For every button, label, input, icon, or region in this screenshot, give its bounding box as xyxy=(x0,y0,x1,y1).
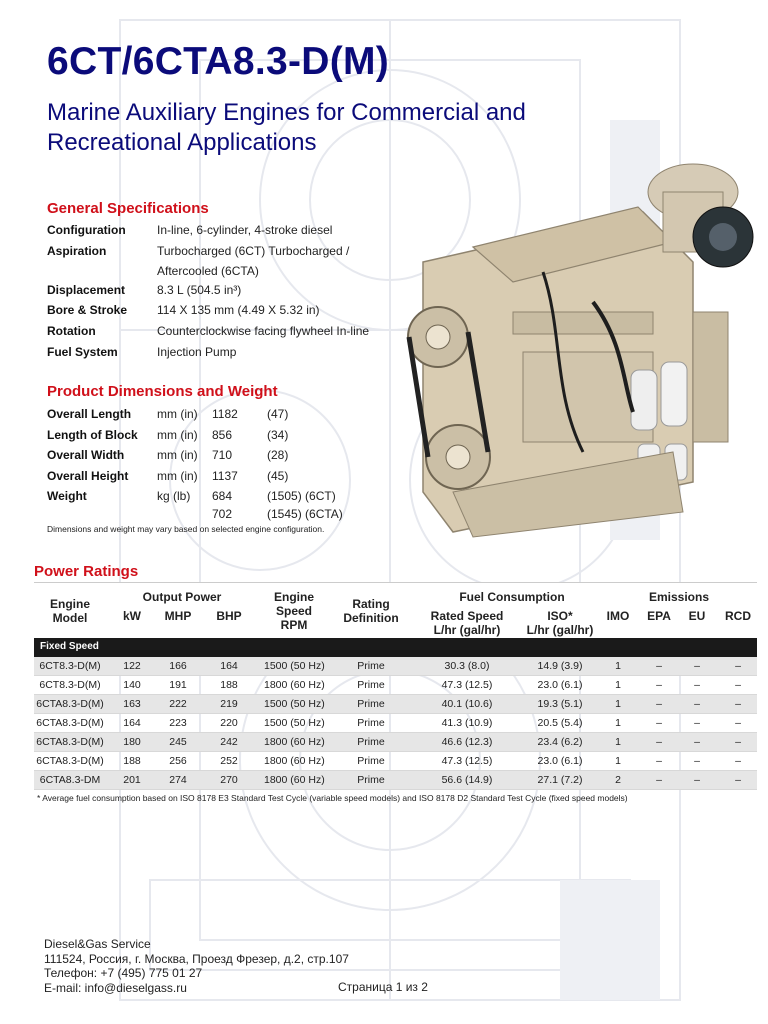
cell-rpm: 1500 (50 Hz) xyxy=(264,717,325,729)
cell-epa: – xyxy=(656,698,662,710)
fuel-footnote: * Average fuel consumption based on ISO 8178 E3 Standard Test Cycle (variable speed models) and ISO 8178 D2 Standard Test Cycle (fixed speed models) xyxy=(37,793,628,803)
spec-value: 8.3 L (504.5 in³) xyxy=(157,283,242,297)
cell-epa: – xyxy=(656,774,662,786)
cell-bhp: 220 xyxy=(220,717,238,729)
cell-def: Prime xyxy=(357,774,385,786)
dim-label: Overall Length xyxy=(47,407,132,421)
col-imo: IMO xyxy=(606,609,630,623)
cell-model: 6CT8.3-D(M) xyxy=(39,679,101,691)
cell-rpm: 1800 (60 Hz) xyxy=(264,755,325,767)
col-engine-speed: Engine Speed RPM xyxy=(273,590,314,632)
cell-model: 6CTA8.3-D(M) xyxy=(36,736,104,748)
cell-rcd: – xyxy=(735,717,741,729)
col-rating-definition: Rating Definition xyxy=(343,597,399,625)
cell-eu: – xyxy=(694,774,700,786)
cell-imo: 2 xyxy=(615,774,621,786)
footer-phone: Телефон: +7 (495) 775 01 27 xyxy=(44,966,203,980)
dim-value: 710 xyxy=(212,448,233,462)
cell-mhp: 274 xyxy=(169,774,187,786)
col-eu: EU xyxy=(688,609,706,623)
footer-address: 111524, Россия, г. Москва, Проезд Фрезер, д.2, стр.107 xyxy=(44,951,349,966)
footer-company: Diesel&Gas Service xyxy=(44,937,151,951)
dim-value: 1137 xyxy=(212,469,238,483)
dim-label: Weight xyxy=(47,489,87,503)
page-subtitle: Marine Auxiliary Engines for Commercial and Recreational Applications xyxy=(47,99,526,156)
footer-contact xyxy=(44,937,349,995)
col-mhp: MHP xyxy=(164,609,192,623)
table-row xyxy=(34,771,757,790)
power-ratings-table xyxy=(34,582,757,788)
fixed-speed-section: Fixed Speed xyxy=(34,638,757,657)
cell-rated: 30.3 (8.0) xyxy=(444,660,490,672)
cell-def: Prime xyxy=(357,736,385,748)
cell-epa: – xyxy=(656,755,662,767)
cell-iso: 23.0 (6.1) xyxy=(537,755,583,767)
cell-rcd: – xyxy=(735,736,741,748)
col-fuel-consumption: Fuel Consumption xyxy=(459,590,565,604)
spec-value: In-line, 6-cylinder, 4-stroke diesel xyxy=(157,223,333,237)
dim-unit: mm (in) xyxy=(157,407,198,421)
cell-kw: 163 xyxy=(123,698,141,710)
col-kw: kW xyxy=(123,609,141,623)
spec-label: Aspiration xyxy=(47,244,107,258)
page-number: Страница 1 из 2 xyxy=(338,980,428,994)
cell-imo: 1 xyxy=(615,698,621,710)
dim-unit: mm (in) xyxy=(157,428,198,442)
cell-def: Prime xyxy=(357,660,385,672)
cell-eu: – xyxy=(694,679,700,691)
dim-alt-value: (1505) (6CT) xyxy=(267,489,336,503)
col-rated-speed: Rated Speed xyxy=(430,609,504,623)
cell-iso: 14.9 (3.9) xyxy=(537,660,583,672)
col-epa: EPA xyxy=(647,609,671,623)
cell-eu: – xyxy=(694,698,700,710)
cell-rcd: – xyxy=(735,698,741,710)
cell-rated: 46.6 (12.3) xyxy=(441,736,493,748)
engine-photo xyxy=(393,152,763,542)
cell-iso: 19.3 (5.1) xyxy=(537,698,583,710)
cell-rpm: 1800 (60 Hz) xyxy=(264,736,325,748)
cell-iso: 23.0 (6.1) xyxy=(537,679,583,691)
cell-bhp: 219 xyxy=(220,698,238,710)
cell-kw: 122 xyxy=(123,660,141,672)
cell-bhp: 252 xyxy=(220,755,238,767)
cell-iso: 20.5 (5.4) xyxy=(537,717,583,729)
cell-epa: – xyxy=(656,679,662,691)
dim-alt-value: (47) xyxy=(267,407,289,421)
cell-imo: 1 xyxy=(615,736,621,748)
table-row xyxy=(34,695,757,714)
cell-bhp: 188 xyxy=(220,679,238,691)
cell-rated: 41.3 (10.9) xyxy=(441,717,493,729)
cell-eu: – xyxy=(694,717,700,729)
cell-rpm: 1500 (50 Hz) xyxy=(264,698,325,710)
dim-label: Overall Width xyxy=(47,448,125,462)
spec-label: Displacement xyxy=(47,283,126,297)
table-row xyxy=(34,714,757,733)
cell-kw: 164 xyxy=(123,717,141,729)
cell-rcd: – xyxy=(735,774,741,786)
col-rated-speed-unit: L/hr (gal/hr) xyxy=(433,623,501,637)
spec-value: Injection Pump xyxy=(157,345,237,359)
cell-kw: 188 xyxy=(123,755,141,767)
spec-value: 114 X 135 mm (4.49 X 5.32 in) xyxy=(157,303,320,317)
cell-model: 6CTA8.3-D(M) xyxy=(36,755,104,767)
cell-epa: – xyxy=(656,660,662,672)
cell-bhp: 270 xyxy=(220,774,238,786)
cell-bhp: 164 xyxy=(220,660,238,672)
cell-kw: 180 xyxy=(123,736,141,748)
cell-model: 6CTA8.3-D(M) xyxy=(36,717,104,729)
cell-def: Prime xyxy=(357,679,385,691)
cell-bhp: 242 xyxy=(220,736,238,748)
cell-rated: 47.3 (12.5) xyxy=(441,755,493,767)
cell-epa: – xyxy=(656,717,662,729)
cell-mhp: 245 xyxy=(169,736,187,748)
page-title: 6CT/6CTA8.3-D(M) xyxy=(47,40,390,83)
spec-value: Counterclockwise facing flywheel In-line xyxy=(157,324,370,338)
spec-label: Rotation xyxy=(47,324,96,338)
dim-alt-value: (34) xyxy=(267,428,289,442)
cell-imo: 1 xyxy=(615,755,621,767)
power-ratings-heading: Power Ratings xyxy=(34,563,139,580)
col-iso-unit: L/hr (gal/hr) xyxy=(526,623,594,637)
spec-label: Bore & Stroke xyxy=(47,303,128,317)
dim-label: Length of Block xyxy=(47,428,138,442)
cell-def: Prime xyxy=(357,755,385,767)
cell-kw: 140 xyxy=(123,679,141,691)
dim-unit: mm (in) xyxy=(157,448,198,462)
cell-mhp: 222 xyxy=(169,698,187,710)
spec-label: Fuel System xyxy=(47,345,118,359)
cell-mhp: 191 xyxy=(169,679,187,691)
table-header xyxy=(34,582,757,638)
col-iso: ISO* xyxy=(547,609,573,623)
spec-value-continued: Aftercooled (6CTA) xyxy=(157,264,259,278)
cell-mhp: 223 xyxy=(169,717,187,729)
cell-rpm: 1500 (50 Hz) xyxy=(264,660,325,672)
dim-alt-value: (45) xyxy=(267,469,289,483)
cell-epa: – xyxy=(656,736,662,748)
dim-unit: kg (lb) xyxy=(157,489,191,503)
cell-model: 6CTA8.3-D(M) xyxy=(36,698,104,710)
cell-kw: 201 xyxy=(123,774,141,786)
cell-imo: 1 xyxy=(615,660,621,672)
dimensions-heading: Product Dimensions and Weight xyxy=(47,383,278,400)
cell-rated: 56.6 (14.9) xyxy=(441,774,493,786)
dim-alt-value: (28) xyxy=(267,448,289,462)
dimensions-note: Dimensions and weight may vary based on selected engine configuration. xyxy=(47,524,325,534)
footer-email[interactable]: E-mail: info@dieselgass.ru xyxy=(44,980,187,995)
dim-value: 702 xyxy=(212,507,233,521)
dim-value: 856 xyxy=(212,428,233,442)
table-row xyxy=(34,657,757,676)
cell-mhp: 166 xyxy=(169,660,187,672)
cell-eu: – xyxy=(694,736,700,748)
cell-rpm: 1800 (60 Hz) xyxy=(264,679,325,691)
general-specs-heading: General Specifications xyxy=(47,200,209,217)
cell-eu: – xyxy=(694,660,700,672)
cell-iso: 23.4 (6.2) xyxy=(537,736,583,748)
cell-model: 6CTA8.3-DM xyxy=(39,774,101,786)
col-output-power: Output Power xyxy=(142,590,222,604)
cell-imo: 1 xyxy=(615,717,621,729)
cell-rpm: 1800 (60 Hz) xyxy=(264,774,325,786)
cell-def: Prime xyxy=(357,717,385,729)
col-rcd: RCD xyxy=(725,609,751,623)
cell-model: 6CT8.3-D(M) xyxy=(39,660,101,672)
cell-def: Prime xyxy=(357,698,385,710)
cell-rated: 47.3 (12.5) xyxy=(441,679,493,691)
cell-rated: 40.1 (10.6) xyxy=(441,698,493,710)
cell-eu: – xyxy=(694,755,700,767)
spec-value: Turbocharged (6CT) Turbocharged / xyxy=(157,244,350,258)
table-row xyxy=(34,752,757,771)
cell-rcd: – xyxy=(735,755,741,767)
cell-mhp: 256 xyxy=(169,755,187,767)
cell-iso: 27.1 (7.2) xyxy=(537,774,583,786)
cell-rcd: – xyxy=(735,679,741,691)
table-row xyxy=(34,733,757,752)
spec-label: Configuration xyxy=(47,223,126,237)
dim-alt-value: (1545) (6CTA) xyxy=(267,507,343,521)
dim-value: 1182 xyxy=(212,407,238,421)
dim-value: 684 xyxy=(212,489,233,503)
cell-imo: 1 xyxy=(615,679,621,691)
table-row xyxy=(34,676,757,695)
cell-rcd: – xyxy=(735,660,741,672)
col-emissions: Emissions xyxy=(648,590,710,604)
col-bhp: BHP xyxy=(216,609,242,623)
dim-label: Overall Height xyxy=(47,469,129,483)
col-engine-model: Engine Model xyxy=(49,597,90,625)
dim-unit: mm (in) xyxy=(157,469,198,483)
